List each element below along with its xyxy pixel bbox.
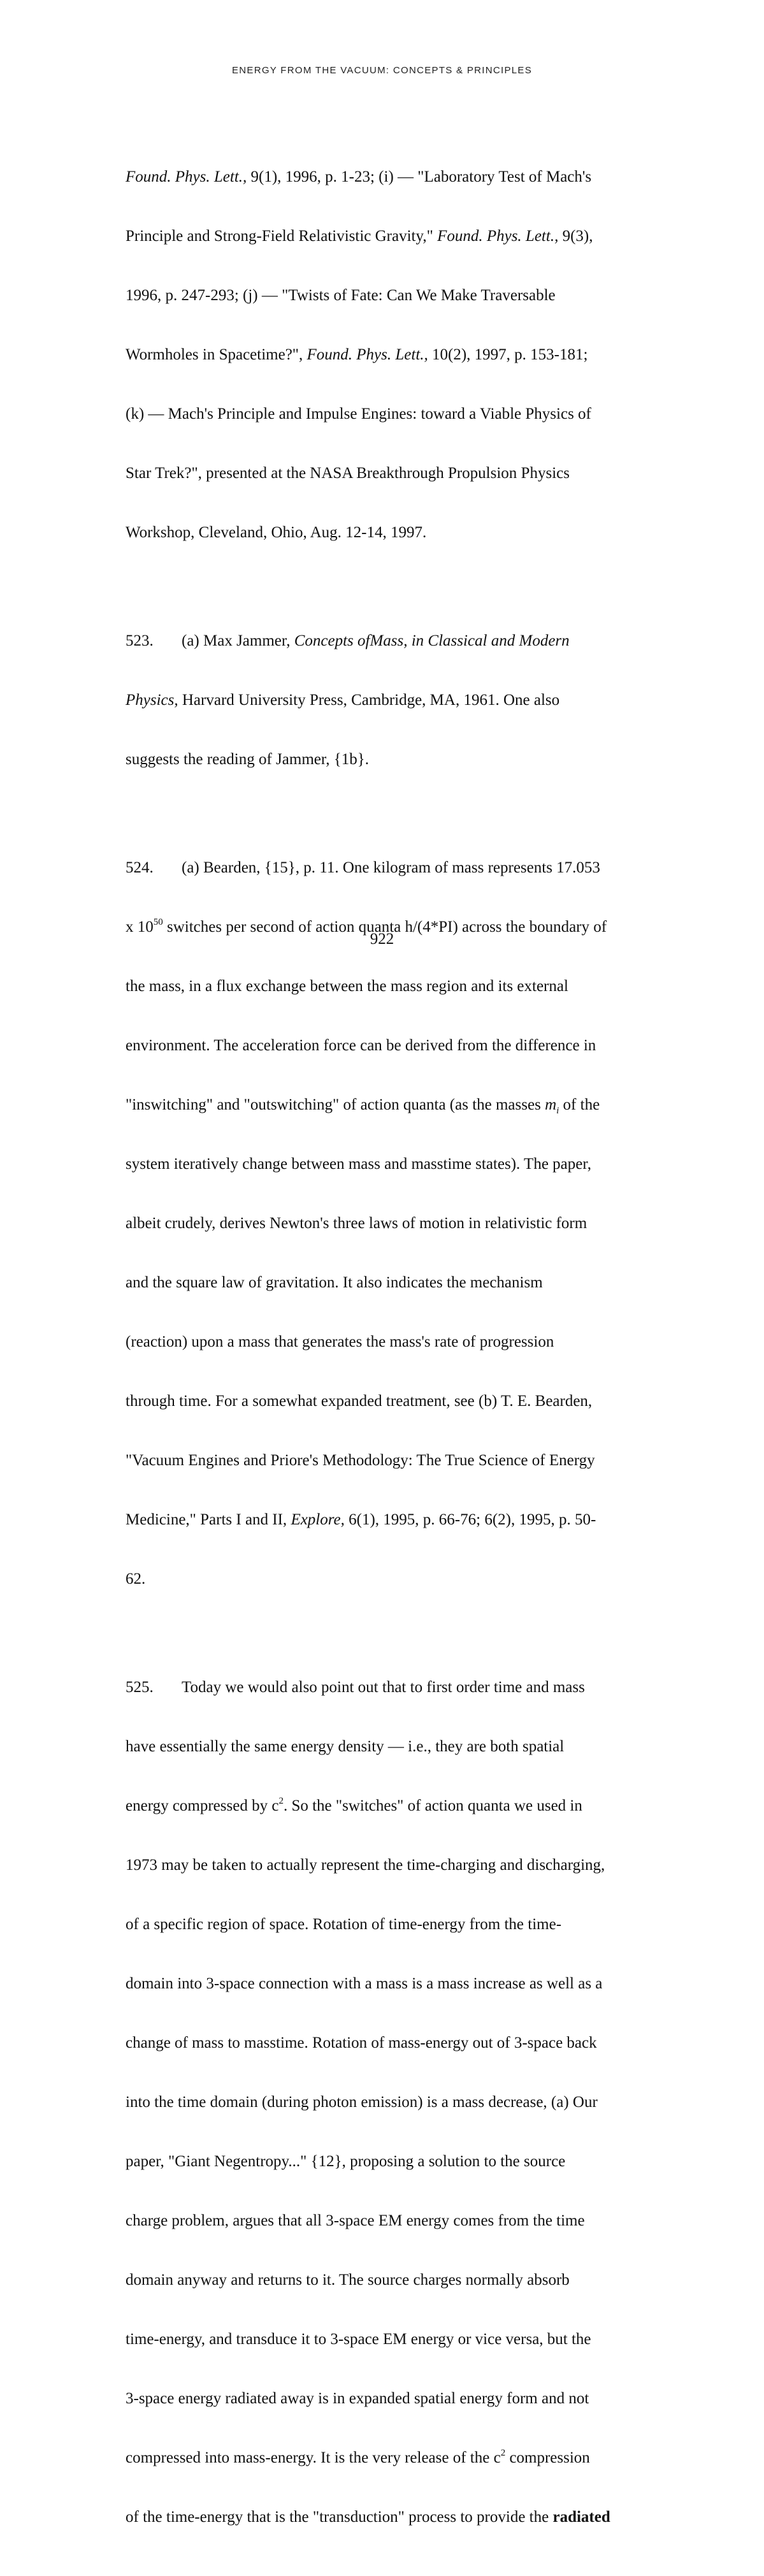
math-symbol: m [545, 1096, 557, 1113]
bold-word: radiated [552, 2508, 610, 2526]
text-line: and the square law of gravitation. It also indicates the mechanism [126, 1274, 543, 1291]
text-line: 1996, p. 247-293; (j) — "Twists of Fate: Can We Make Traversable [126, 287, 556, 304]
text-run: energy compressed by c [126, 1797, 279, 1814]
text-line [126, 631, 661, 651]
text-line: through time. For a somewhat expanded treatment, see (b) T. E. Bearden, [126, 1393, 593, 1410]
text-line: (k) — Mach's Principle and Impulse Engines: toward a Viable Physics of [126, 405, 591, 423]
journal-title: Explore, [291, 1511, 345, 1528]
text-run: 9(3), [558, 228, 593, 245]
reference-continuation [126, 127, 661, 582]
exponent: 2 [278, 1795, 284, 1806]
text-line: suggests the reading of Jammer, {1b}. [126, 751, 369, 768]
text-run: 9(1), 1996, p. 1-23; (i) — "Laboratory Test of Mach's [247, 168, 592, 185]
book-title: Physics, [126, 691, 178, 709]
text-line: "Vacuum Engines and Priore's Methodology: The True Science of Energy [126, 1452, 595, 1469]
text-line [126, 2448, 661, 2468]
text-line: system iteratively change between mass and masstime states). The paper, [126, 1155, 591, 1173]
text-line [126, 345, 661, 365]
text-line: domain into 3-space connection with a mass is a mass increase as well as a [126, 1975, 603, 1992]
text-run: Harvard University Press, Cambridge, MA, 1961. One also [178, 691, 560, 709]
text-run: 6(1), 1995, p. 66-76; 6(2), 1995, p. 50- [344, 1511, 596, 1528]
text-line [126, 1510, 661, 1530]
text-line: into the time domain (during photon emission) is a mass decrease, (a) Our [126, 2094, 598, 2111]
journal-title: Found. Phys. Lett., [126, 168, 247, 185]
text-line [126, 1095, 661, 1115]
book-title: Concepts ofMass, in Classical and Modern [294, 632, 570, 649]
text-line: domain anyway and returns to it. The source charges normally absorb [126, 2271, 570, 2289]
text-line: time-energy, and transduce it to 3-space EM energy or vice versa, but the [126, 2331, 591, 2348]
text-line: the mass, in a flux exchange between the mass region and its external [126, 978, 568, 995]
text-line: have essentially the same energy density — i.e., they are both spatial [126, 1738, 565, 1755]
text-line: Star Trek?", presented at the NASA Breakthrough Propulsion Physics [126, 465, 570, 482]
text-line: 3-space energy radiated away is in expanded spatial energy form and not [126, 2390, 589, 2407]
reference-number: 525. [126, 1679, 154, 1696]
text-run: 10(2), 1997, p. 153-181; [428, 346, 588, 363]
journal-title: Found. Phys. Lett., [437, 228, 559, 245]
text-run: Principle and Strong-Field Relativistic Gravity," [126, 228, 438, 245]
reference-number: 524. [126, 859, 154, 876]
text-run: of the [559, 1096, 600, 1113]
text-run: compression [505, 2449, 590, 2466]
text-line [126, 2507, 661, 2527]
references-body [126, 127, 661, 2576]
text-line [126, 690, 661, 710]
text-line [126, 1677, 661, 1697]
text-run: x 10 [126, 918, 154, 936]
exponent: 2 [500, 2447, 506, 2458]
text-run: Today we would also point out that to first order time and mass [182, 1679, 585, 1696]
running-header: ENERGY FROM THE VACUUM: CONCEPTS & PRINCIPLES [231, 65, 533, 76]
text-line [126, 226, 661, 246]
text-line: environment. The acceleration force can be derived from the difference in [126, 1037, 596, 1054]
text-run: (a) Max Jammer, [182, 632, 294, 649]
reference-number: 523. [126, 632, 154, 649]
text-run: "inswitching" and "outswitching" of action quanta (as the masses [126, 1096, 545, 1113]
exponent: 50 [153, 916, 163, 927]
text-run: compressed into mass-energy. It is the very release of the c [126, 2449, 501, 2466]
text-line: of a specific region of space. Rotation of time-energy from the time- [126, 1916, 562, 1933]
reference-523 [126, 591, 661, 809]
text-line [126, 1796, 661, 1816]
text-run: switches per second of action quanta h/(4*PI) across the boundary of [162, 918, 607, 936]
text-run: Wormholes in Spacetime?", [126, 346, 307, 363]
text-line: Workshop, Cleveland, Ohio, Aug. 12-14, 1997. [126, 524, 427, 541]
text-line [126, 167, 661, 187]
text-line: change of mass to masstime. Rotation of mass-energy out of 3-space back [126, 2034, 597, 2051]
text-line [126, 858, 661, 878]
text-run: (a) Bearden, {15}, p. 11. One kilogram of mass represents 17.053 [182, 859, 600, 876]
text-line: 1973 may be taken to actually represent the time-charging and discharging, [126, 1856, 605, 1874]
text-line: (reaction) upon a mass that generates the mass's rate of progression [126, 1333, 554, 1350]
text-run: of the time-energy that is the "transduction" process to provide the [126, 2508, 553, 2526]
text-line: 62. [126, 1570, 146, 1588]
text-run: Medicine," Parts I and II, [126, 1511, 291, 1528]
text-run: . So the "switches" of action quanta we used in [283, 1797, 582, 1814]
journal-title: Found. Phys. Lett., [306, 346, 428, 363]
text-line: charge problem, argues that all 3-space EM energy comes from the time [126, 2212, 585, 2229]
page-number: 922 [370, 930, 394, 948]
text-line: paper, "Giant Negentropy..." {12}, proposing a solution to the source [126, 2153, 566, 2170]
subscript: i [556, 1106, 559, 1116]
reference-525 [126, 1638, 661, 2566]
text-line: albeit crudely, derives Newton's three laws of motion in relativistic form [126, 1215, 587, 1232]
